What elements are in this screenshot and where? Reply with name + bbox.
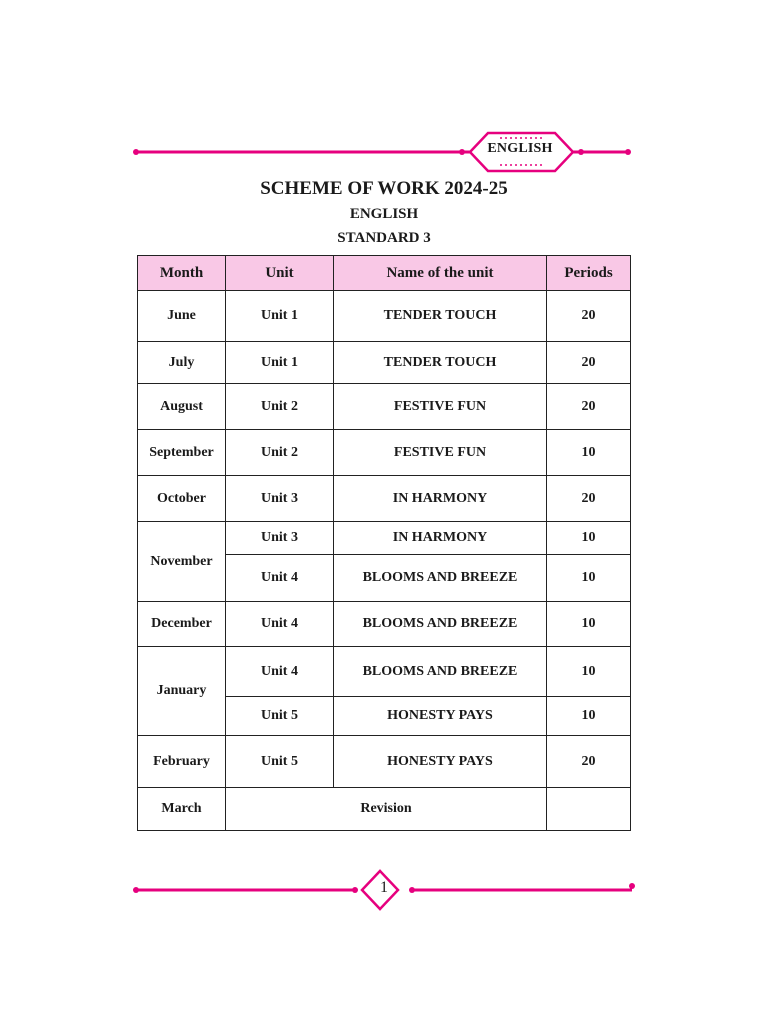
unit-name-cell: HONESTY PAYS <box>334 697 547 736</box>
unit-cell: Unit 3 <box>226 522 334 555</box>
table-row <box>138 736 631 788</box>
periods-cell: 20 <box>547 736 631 788</box>
table-row <box>138 291 631 342</box>
periods-cell: 10 <box>547 697 631 736</box>
unit-cell: Unit 1 <box>226 291 334 342</box>
column-header-unit-name: Name of the unit <box>334 256 547 291</box>
unit-cell: Unit 4 <box>226 602 334 647</box>
subject-heading: ENGLISH <box>349 206 419 222</box>
periods-cell: 20 <box>547 291 631 342</box>
table-row <box>138 647 631 697</box>
table-header-row <box>138 256 631 291</box>
table-row <box>138 384 631 430</box>
periods-cell: 10 <box>547 522 631 555</box>
unit-name-cell: IN HARMONY <box>334 476 547 522</box>
periods-cell: 10 <box>547 555 631 602</box>
periods-cell: 10 <box>547 430 631 476</box>
unit-cell: Unit 4 <box>226 555 334 602</box>
table-row <box>138 602 631 647</box>
periods-cell <box>547 788 631 831</box>
month-cell: March <box>138 788 226 831</box>
month-cell: February <box>138 736 226 788</box>
unit-cell: Unit 4 <box>226 647 334 697</box>
header-subject-badge: ENGLISH <box>487 141 553 156</box>
unit-cell: Unit 2 <box>226 430 334 476</box>
periods-cell: 10 <box>547 647 631 697</box>
periods-cell: 10 <box>547 602 631 647</box>
unit-name-cell: HONESTY PAYS <box>334 736 547 788</box>
periods-cell: 20 <box>547 476 631 522</box>
unit-name-cell: FESTIVE FUN <box>334 430 547 476</box>
page-title: SCHEME OF WORK 2024-25 <box>260 178 508 199</box>
periods-cell: 20 <box>547 342 631 384</box>
column-header-unit: Unit <box>226 256 334 291</box>
unit-name-cell: BLOOMS AND BREEZE <box>334 602 547 647</box>
month-cell: June <box>138 291 226 342</box>
unit-name-cell: TENDER TOUCH <box>334 291 547 342</box>
unit-cell: Unit 5 <box>226 736 334 788</box>
month-cell: October <box>138 476 226 522</box>
scheme-table <box>137 255 631 831</box>
column-header-month: Month <box>138 256 226 291</box>
standard-heading: STANDARD 3 <box>337 230 431 246</box>
page-number: 1 <box>380 879 388 896</box>
unit-name-cell: FESTIVE FUN <box>334 384 547 430</box>
table-row <box>138 430 631 476</box>
table-row <box>138 476 631 522</box>
periods-cell: 20 <box>547 384 631 430</box>
month-cell: August <box>138 384 226 430</box>
unit-name-cell: IN HARMONY <box>334 522 547 555</box>
unit-cell: Unit 5 <box>226 697 334 736</box>
month-cell: December <box>138 602 226 647</box>
revision-cell: Revision <box>226 788 547 831</box>
table-row <box>138 342 631 384</box>
column-header-periods: Periods <box>547 256 631 291</box>
unit-cell: Unit 3 <box>226 476 334 522</box>
month-cell: September <box>138 430 226 476</box>
unit-cell: Unit 2 <box>226 384 334 430</box>
unit-cell: Unit 1 <box>226 342 334 384</box>
table-row <box>138 522 631 555</box>
unit-name-cell: BLOOMS AND BREEZE <box>334 647 547 697</box>
month-cell: July <box>138 342 226 384</box>
table-row <box>138 788 631 831</box>
unit-name-cell: TENDER TOUCH <box>334 342 547 384</box>
month-cell: January <box>138 647 226 736</box>
month-cell: November <box>138 522 226 602</box>
unit-name-cell: BLOOMS AND BREEZE <box>334 555 547 602</box>
